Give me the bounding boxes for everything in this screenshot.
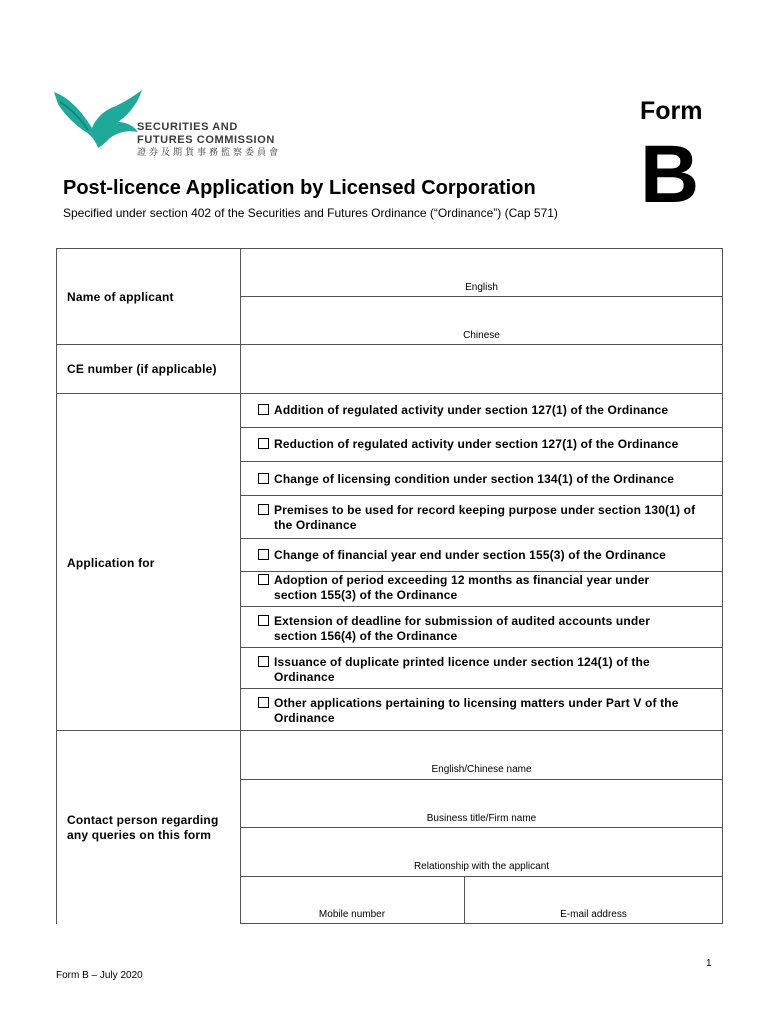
chinese-caption: Chinese: [463, 330, 500, 341]
checkbox-icon[interactable]: [258, 438, 269, 449]
table-border: [56, 248, 57, 924]
checkbox-icon[interactable]: [258, 473, 269, 484]
row-divider: [240, 495, 723, 496]
option-change-licensing-condition[interactable]: Change of licensing condition under section 134(1) of the Ordinance: [258, 472, 718, 487]
page-title: Post-licence Application by Licensed Corporation: [63, 177, 536, 199]
footer-form-version: Form B – July 2020: [56, 970, 143, 981]
option-change-financial-year-end[interactable]: Change of financial year end under section 155(3) of the Ordinance: [258, 548, 718, 563]
business-title-caption: Business title/Firm name: [426, 813, 537, 824]
option-other-applications[interactable]: Other applications pertaining to licensing matters under Part V of the Ordinance: [258, 696, 718, 726]
option-adopt-period-over-12-months[interactable]: Adoption of period exceeding 12 months as financial year under section 155(3) of the Ordinance: [258, 573, 718, 603]
form-letter: B: [640, 129, 700, 220]
contact-name-caption: English/Chinese name: [431, 764, 532, 775]
option-premises-record-keeping[interactable]: Premises to be used for record keeping purpose under section 130(1) of the Ordinance: [258, 503, 718, 533]
option-reduce-regulated-activity[interactable]: Reduction of regulated activity under section 127(1) of the Ordinance: [258, 437, 718, 452]
option-extension-of-deadline[interactable]: Extension of deadline for submission of audited accounts under section 156(4) of the Ordinance: [258, 614, 718, 644]
logo-chinese-name: 證券及期貨事務監察委員會: [137, 147, 282, 157]
row-divider: [240, 688, 723, 689]
checkbox-icon[interactable]: [258, 697, 269, 708]
email-address-caption: E-mail address: [560, 909, 627, 920]
contact-person-label: Contact person regarding any queries on this form: [67, 813, 219, 842]
row-divider: [240, 538, 723, 539]
english-caption: English: [465, 282, 498, 293]
row-divider: [240, 427, 723, 428]
checkbox-icon[interactable]: [258, 549, 269, 560]
option-duplicate-printed-licence[interactable]: Issuance of duplicate printed licence under section 124(1) of the Ordinance: [258, 655, 718, 685]
form-label: Form: [640, 97, 703, 125]
relationship-caption: Relationship with the applicant: [413, 861, 550, 872]
application-for-label: Application for: [67, 556, 155, 570]
row-divider: [240, 571, 723, 572]
mobile-number-caption: Mobile number: [318, 909, 386, 920]
checkbox-icon[interactable]: [258, 656, 269, 667]
sfc-logo-icon: [52, 88, 144, 150]
row-divider: [240, 606, 723, 607]
ce-number-field[interactable]: [241, 345, 722, 393]
checkbox-icon[interactable]: [258, 404, 269, 415]
row-divider: [240, 461, 723, 462]
page-subtitle: Specified under section 402 of the Securities and Futures Ordinance (“Ordinance”) (Cap 571): [63, 206, 558, 220]
logo-wordmark: SECURITIES AND FUTURES COMMISSION: [137, 121, 275, 146]
ce-number-label: CE number (if applicable): [67, 362, 217, 376]
row-divider: [56, 393, 723, 394]
option-add-regulated-activity[interactable]: Addition of regulated activity under section 127(1) of the Ordinance: [258, 403, 718, 418]
name-of-applicant-label: Name of applicant: [67, 290, 174, 304]
checkbox-icon[interactable]: [258, 615, 269, 626]
row-divider: [240, 647, 723, 648]
checkbox-icon[interactable]: [258, 574, 269, 585]
page-number: 1: [706, 958, 712, 969]
row-divider: [240, 923, 723, 924]
checkbox-icon[interactable]: [258, 504, 269, 515]
